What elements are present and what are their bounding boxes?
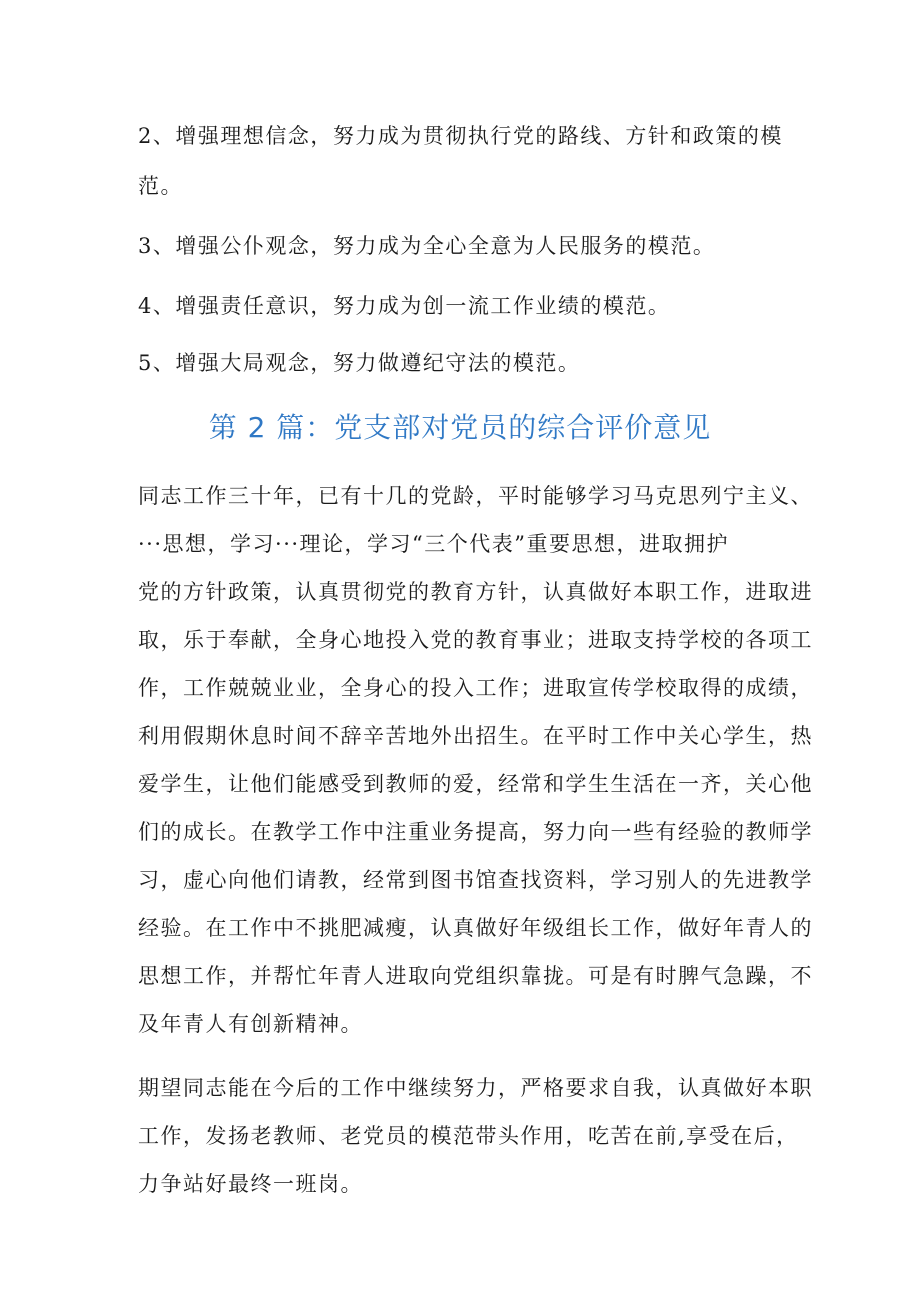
paragraph-1-line-9: 习，虚心向他们请教，经常到图书馆查找资料，学习别人的先进教学: [138, 868, 813, 892]
paragraph-2-line-2: 工作，发扬老教师、老党员的模范带头作用，吃苦在前,享受在后，: [138, 1124, 799, 1148]
paragraph-1-line-5: 作，工作兢兢业业，全身心的投入工作；进取宣传学校取得的成绩，: [138, 676, 813, 700]
paragraph-1-line-11: 思想工作，并帮忙年青人进取向党组织靠拢。可是有时脾气急躁，不: [138, 964, 813, 988]
list-item-2-line-1: 2、增强理想信念，努力成为贯彻执行党的路线、方针和政策的模: [138, 124, 783, 148]
paragraph-1-line-6: 利用假期休息时间不辞辛苦地外出招生。在平时工作中关心学生，热: [138, 724, 813, 748]
paragraph-1-line-7: 爱学生，让他们能感受到教师的爱，经常和学生生活在一齐，关心他: [138, 772, 813, 796]
paragraph-2-line-3: 力争站好最终一班岗。: [138, 1172, 363, 1196]
list-item-4: 4、增强责任意识，努力成为创一流工作业绩的模范。: [138, 294, 671, 318]
list-item-2-line-2: 范。: [138, 174, 183, 198]
list-item-3: 3、增强公仆观念，努力成为全心全意为人民服务的模范。: [138, 234, 716, 258]
paragraph-1-line-1: 同志工作三十年，已有十几的党龄，平时能够学习马克思列宁主义、: [138, 484, 813, 508]
paragraph-1-line-12: 及年青人有创新精神。: [138, 1012, 363, 1036]
paragraph-1-line-4: 取，乐于奉献，全身心地投入党的教育事业；进取支持学校的各项工: [138, 628, 813, 652]
paragraph-1-line-3: 党的方针政策，认真贯彻党的教育方针，认真做好本职工作，进取进: [138, 580, 813, 604]
paragraph-1-line-10: 经验。在工作中不挑肥减瘦，认真做好年级组长工作，做好年青人的: [138, 916, 813, 940]
list-item-5: 5、增强大局观念，努力做遵纪守法的模范。: [138, 351, 581, 375]
paragraph-1-line-8: 们的成长。在教学工作中注重业务提高，努力向一些有经验的教师学: [138, 820, 813, 844]
paragraph-1-line-2: ···思想，学习···理论，学习“三个代表”重要思想，进取拥护: [138, 532, 730, 556]
paragraph-2-line-1: 期望同志能在今后的工作中继续努力，严格要求自我，认真做好本职: [138, 1076, 813, 1100]
section-title: 第 2 篇：党支部对党员的综合评价意见: [208, 411, 712, 444]
